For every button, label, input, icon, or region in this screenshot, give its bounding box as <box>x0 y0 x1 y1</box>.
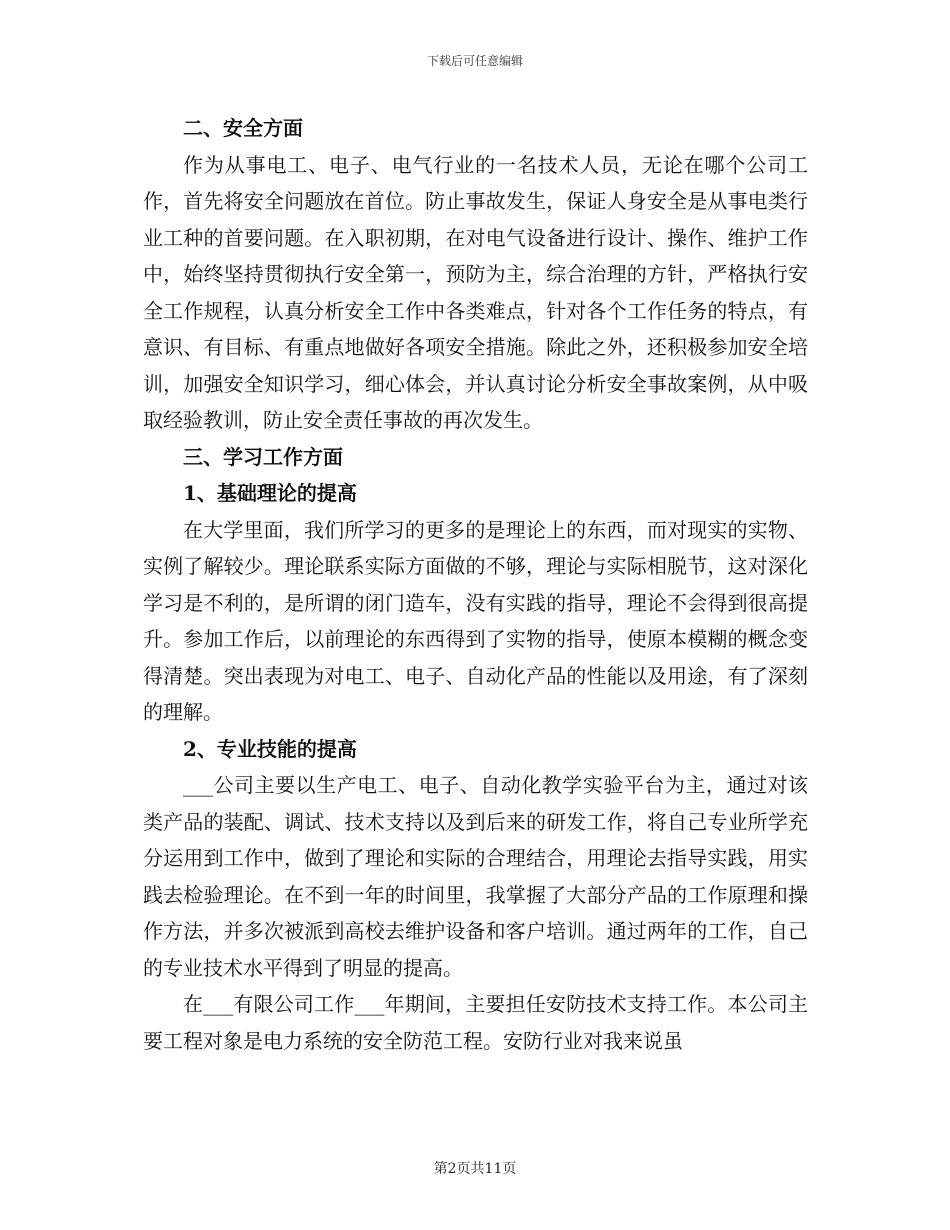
section-heading-study-work: 三、学习工作方面 <box>183 444 343 469</box>
subheading-skills: 2、专业技能的提高 <box>183 736 357 761</box>
paragraph-safety: 作为从事电工、电子、电气行业的一名技术人员，无论在哪个公司工作，首先将安全问题放在首位。防止事故发生，保证人身安全是从事电类行业工种的首要问题。在入职初期，在对电气设备进行设计、操作、维护工作中，始终坚持贯彻执行安全第一，预防为主，综合治理的方针，严格执行安全工作规程，认真分析安全工作中各类难点，针对各个工作任务的特点，有意识、有目标、有重点地做好各项安全措施。除此之外，还积极参加安全培训，加强安全知识学习，细心体会，并认真讨论分析安全事故案例，从中吸取经验教训，防止安全责任事故的再次发生。 <box>143 152 808 432</box>
section-heading-safety: 二、安全方面 <box>183 116 303 140</box>
paragraph-skills: ___公司主要以生产电工、电子、自动化教学实验平台为主，通过对该类产品的装配、调试、技术支持以及到后来的研发工作，将自己专业所学充分运用到工作中，做到了理论和实际的合理结合，用理论去指导实践，用实践去检验理论。在不到一年的时间里，我掌握了大部分产品的工作原理和操作方法，并多次被派到高校去维护设备和客户培训。通过两年的工作，自己的专业技术水平得到了明显的提高。 <box>143 773 808 980</box>
page-number: 第2页共11页 <box>433 1161 517 1177</box>
subheading-theory: 1、基础理论的提高 <box>183 481 357 505</box>
paragraph-security-work: 在___有限公司工作___年期间，主要担任安防技术支持工作。本公司主要工程对象是电力系统的安全防范工程。安防行业对我来说虽 <box>143 992 808 1053</box>
page-header: 下载后可任意编辑 <box>426 54 523 68</box>
paragraph-theory: 在大学里面，我们所学习的更多的是理论上的东西，而对现实的实物、实例了解较少。理论联系实际方面做的不够，理论与实际相脱节，这对深化学习是不利的，是所谓的闭门造车，没有实践的指导，理论不会得到很高提升。参加工作后，以前理论的东西得到了实物的指导，使原本模糊的概念变得清楚。突出表现为对电工、电子、自动化产品的性能以及用途，有了深刻的理解。 <box>143 517 808 724</box>
document-body <box>143 110 808 1059</box>
